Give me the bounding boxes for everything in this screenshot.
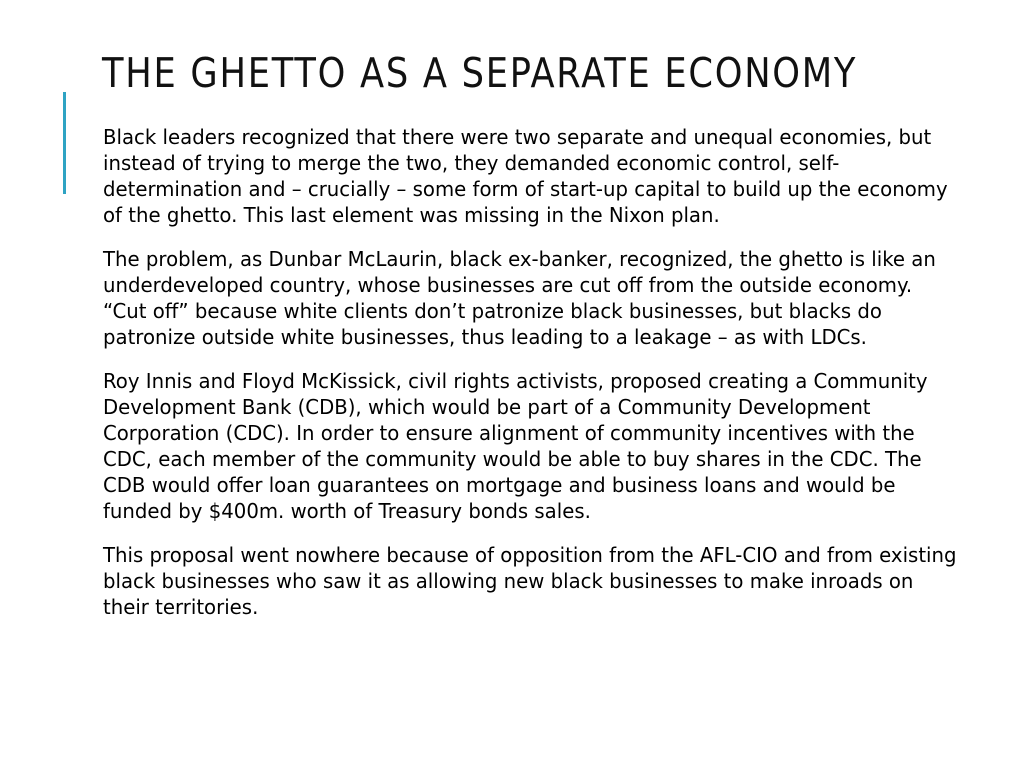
accent-bar [63,92,66,194]
slide-title: THE GHETTO AS A SEPARATE ECONOMY [102,49,858,97]
paragraph-proposal-outcome: This proposal went nowhere because of opposition from the AFL-CIO and from existing black businesses who saw it as allowing new black businesses to make inroads on their territories. [103,543,957,619]
paragraph-innis-mckissick: Roy Innis and Floyd McKissick, civil rights activists, proposed creating a Community Development Bank (CDB), which would be part of a Community Development Corporation (CDC). In order to ensure alignment of community incentives with the CDC, each member of the community would be able to buy shares in the CDC. The CDB would offer loan guarantees on mortgage and business loans and would be funded by $400m. worth of Treasury bonds sales. [103,369,928,523]
slide-body [103,124,973,620]
paragraph-black-leaders: Black leaders recognized that there were two separate and unequal economies, but instead of trying to merge the two, they demanded economic control, self-determination and – crucially – some form of start-up capital to build up the economy of the ghetto. This last element was missing in the Nixon plan. [103,125,948,227]
paragraph-mclaurin: The problem, as Dunbar McLaurin, black ex-banker, recognized, the ghetto is like an underdeveloped country, whose businesses are cut off from the outside economy. “Cut off” because white clients don’t patronize black businesses, but blacks do patronize outside white businesses, thus leading to a leakage – as with LDCs. [103,247,936,349]
